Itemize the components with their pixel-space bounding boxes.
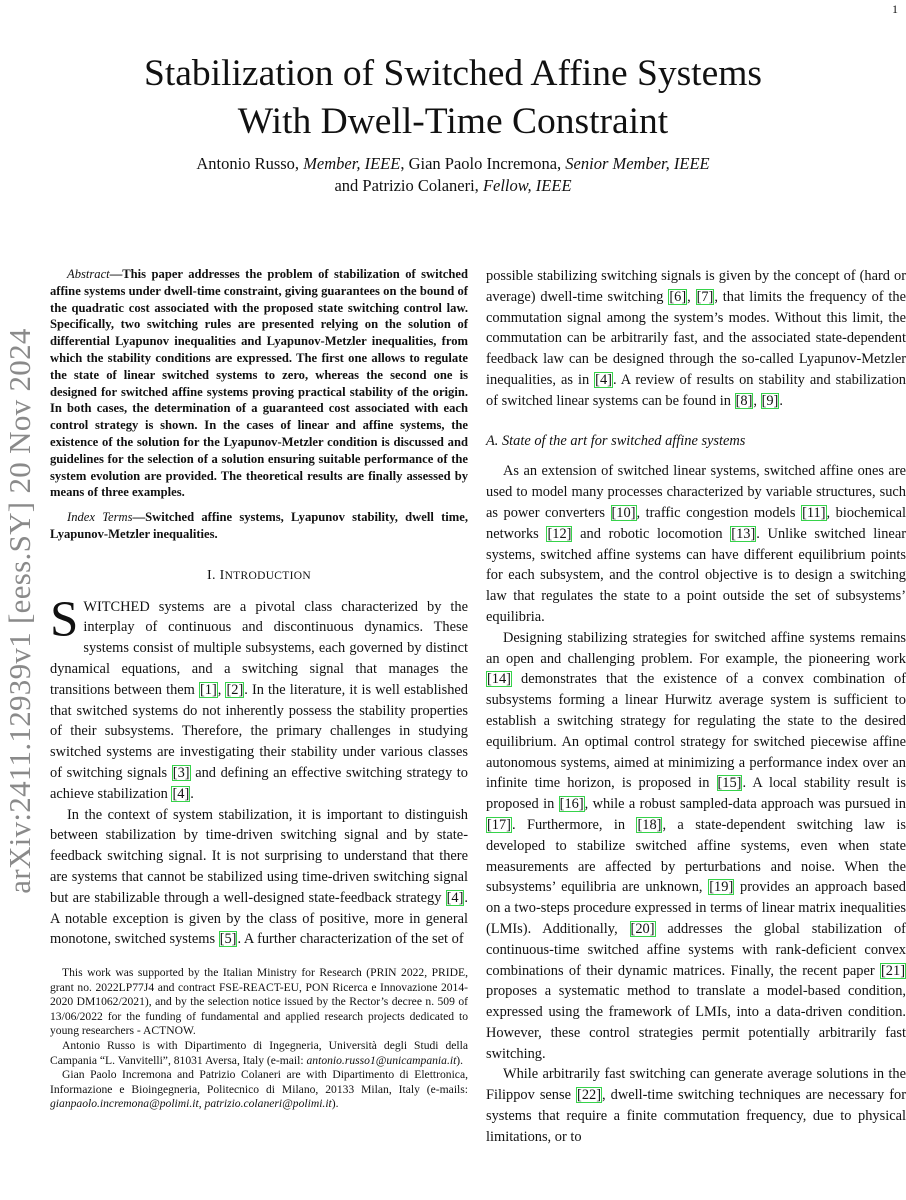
text-run: . A local stability result is proposed in [486,775,906,813]
footnotes [50,966,468,1112]
text-run: , dwell-time switching techniques are necessary for systems that require a finite commutation frequency, due to physical limitations, or to [486,1087,906,1145]
index-terms [50,509,468,543]
text-run: , [753,392,761,409]
footnote-funding: This work was supported by the Italian Ministry for Research (PRIN 2022, PRIDE, grant no. 2022LP77J4 and contract FSE-REACT-EU, PON Ricerca e Innovazione 2014-2020 DM1062/2021), and by the selection notice issued by the Rector’s decree n. 509 of 13/06/2022 for the funding of fundamental and applied research projects dedicated to young researchers - ACTNOW. [50,966,468,1038]
citation-link[interactable]: [5] [219,931,237,948]
author-list [0,153,906,197]
citation-link[interactable]: [2] [226,681,244,698]
text-run: . In the literature, it is well established that switched systems do not inherently possess the stability properties of their subsystems. Therefore, the primary challenges in studying switched systems are investigating their stability under various classes of switching signals [50,681,468,781]
citation-link[interactable]: [13] [731,525,756,542]
text-run: . A review of results on stability and stabilization of switched linear systems can be found in [486,371,906,409]
drop-cap: S [50,591,79,648]
right-paragraph-4 [486,1064,906,1147]
text-run: . A further characterization of the set of [237,931,464,948]
intro-paragraph-1 [50,591,469,805]
citation-link[interactable]: [9] [761,392,779,409]
text-run: Gian Paolo Incremona and Patrizio Colaneri are with Dipartimento di Elettronica, Informazione e Bioingegneria, Politecnico di Milano, 20133 Milan, Italy (e-mails: [50,1068,468,1096]
author-name-incremona: , Gian Paolo Incremona, [400,154,566,173]
citation-link[interactable]: [4] [595,371,612,388]
title-line-2: With Dwell-Time Constraint [237,101,669,142]
page-number: 1 [892,2,898,16]
text-run: , [217,681,226,698]
citation-link[interactable]: [20] [630,920,655,937]
index-terms-dash: — [132,510,146,525]
intro-paragraph-2 [50,805,468,951]
right-paragraph-2 [486,461,906,627]
abstract-label: Abstract [67,267,110,281]
citation-link[interactable]: [19] [709,879,734,896]
text-run: , a state-dependent switching law is developed to stabilize switched affine systems, even when state measurements are affected by perturbations and noise. When the subsystems’ equilibria are unknown, [486,816,906,896]
email-link[interactable]: gianpaolo.incremona@polimi.it [50,1097,199,1111]
author-line-1 [0,153,906,175]
author-name-russo: Antonio Russo, [196,154,304,173]
text-run: ). [456,1053,464,1067]
footnote-affiliation-polimi [50,1068,468,1112]
citation-link[interactable]: [8] [735,392,753,409]
citation-link[interactable]: [21] [881,962,905,979]
citation-link[interactable]: [12] [547,525,572,542]
paper-title [0,50,906,146]
title-line-1: Stabilization of Switched Affine Systems [144,53,762,94]
author-role-colaneri: Fellow, IEEE [482,176,572,195]
section-heading-introduction [50,566,468,587]
citation-link[interactable]: [6] [669,288,687,305]
text-run: and robotic locomotion [572,525,731,542]
author-name-colaneri: and Patrizio Colaneri, [334,176,483,195]
section-title-smallcaps: NTRODUCTION [224,569,311,582]
arxiv-identifier-stamp[interactable]: arXiv:2411.12939v1 [eess.SY] 20 Nov 2024 [2,328,37,894]
text-run: possible stabilizing switching signals is given by the concept of (hard or average) dwell-time switching [486,268,906,305]
citation-link[interactable]: [17] [487,816,511,833]
section-numeral: I. I [207,567,225,583]
right-paragraph-3 [486,628,906,1065]
text-run: systems are a pivotal class characterized by the interplay of continuous and discontinuous dynamics. These systems consist of multiple subsystems, each governed by distinct dynamical equations, and a switching signal that manages the transitions between them [50,598,468,698]
citation-link[interactable]: [22] [577,1087,602,1104]
text-run: While arbitrarily fast switching can generate average solutions in the Filippov sense [486,1066,906,1104]
author-line-2 [0,175,906,197]
citation-link[interactable]: [4] [172,785,190,802]
citation-link[interactable]: [4] [446,889,464,906]
abstract [50,266,468,501]
text-run: , traffic congestion models [636,504,802,521]
citation-link[interactable]: [16] [559,796,584,813]
text-run: . A notable exception is given by the class of positive, more in general monotone, switched systems [50,889,468,948]
citation-link[interactable]: [11] [802,504,826,521]
email-link[interactable]: patrizio.colaneri@polimi.it [204,1097,332,1111]
text-run: proposes a systematic method to translate a model-based condition, expressed using the framework of LMIs, into a data-driven condition. However, these control strategies permit potentially arbitrarily fast switching. [486,983,906,1062]
citation-link[interactable]: [10] [611,504,636,521]
right-column [486,266,906,1148]
abstract-dash: — [109,267,123,281]
text-run: and defining an effective switching strategy to achieve stabilization [50,764,469,802]
text-run: , biochemical networks [486,504,906,542]
left-column [50,266,468,1112]
text-run: . [779,392,783,409]
right-paragraph-1 [486,266,906,412]
index-terms-label: Index Terms [67,510,133,525]
citation-link[interactable]: [1] [199,681,217,698]
author-role-incremona: Senior Member, IEEE [565,154,710,173]
text-run: Designing stabilizing strategies for switched affine systems remains an open and challenging problem. For example, the pioneering work [486,629,906,667]
text-run: demonstrates that the existence of a convex combination of subsystems forming a linear Hurwitz average system is sufficient to establish a switching strategy for regulating the state to the desired equilibrium. An optimal control strategy for switched piecewise affine autonomous systems, aimed at minimizing a performance index over an infinite time horizon, is proposed in [486,671,906,792]
text-run: As an extension of switched linear systems, switched affine ones are used to model many processes characterized by variable structures, such as power converters [486,463,906,521]
citation-link[interactable]: [3] [172,764,190,781]
text-run: , [198,1097,205,1111]
text-run: Antonio Russo is with Dipartimento di Ingegneria, Università degli Studi della Campania “L. Vanvitelli”, 81031 Aversa, Italy (e-mail: [50,1039,468,1067]
text-run: , while a robust sampled-data approach was pursued in [584,796,906,813]
citation-link[interactable]: [7] [696,288,714,305]
abstract-text: This paper addresses the problem of stabilization of switched affine systems under dwell-time constraint, giving guarantees on the bound of the quadratic cost associated with the proposed state switching control law. Specifically, two switching rules are presented relying on the solution of differential Lyapunov inequalities and Lyapunov-Metzler inequalities, from which the stability conditions are expressed. The first one allows to regulate the state of linear switched systems to zero, whereas the second one is designed for switched affine systems proving practical stability of the origin. In both cases, the determination of a guaranteed cost associated with each control strategy is shown. In the cases of linear and affine systems, the existence of the solution for the Lyapunov-Metzler condition is discussed and guidelines for the selection of a solution ensuring suitable performance of the system evolution are provided. The theoretical results are finally assessed by means of three examples. [50,267,468,500]
text-run: addresses the global stabilization of continuous-time switched affine systems with rank-deficient convex combinations of their dynamic matrices. Finally, the recent paper [486,920,906,979]
footnote-affiliation-russo [50,1039,468,1068]
index-terms-text: Switched affine systems, Lyapunov stability, dwell time, Lyapunov-Metzler inequalities. [50,510,468,541]
text-run: In the context of system stabilization, it is important to distinguish between stabilization by time-driven switching signal and by state-feedback switching signal. It is not surprising to understand that there are systems that cannot be stabilized using time-driven switching signal but are stabilizable through a well-designed state-feedback strategy [50,806,468,906]
citation-link[interactable]: [15] [717,775,742,792]
text-run: , that limits the frequency of the commutation signal among the system’s modes. Without this limit, the commutation can be arbitrarily fast, and the associated state-dependent feedback law can be designed through the so-called Lyapunov-Metzler inequalities, as in [486,288,906,388]
text-run: provides an approach based on a two-steps procedure expressed in terms of linear matrix inequalities (LMIs). Additionally, [486,879,906,937]
text-run: . Furthermore, in [511,816,637,833]
first-word: WITCHED [83,598,150,615]
citation-link[interactable]: [18] [637,816,662,833]
author-role-russo: Member, IEEE [303,154,401,173]
text-run: . Unlike switched linear systems, switched affine systems can have different equilibrium points for each subsystem, and the control objective is to design a switching law that regulates the state to a point outside the set of subsystems’ equilibria. [486,525,906,625]
text-run: . [190,785,194,802]
subsection-heading-state-of-the-art: A. State of the art for switched affine systems [486,432,746,449]
email-link[interactable]: antonio.russo1@unicampania.it [306,1053,457,1067]
text-run: , [687,288,696,305]
text-run: ). [331,1097,339,1111]
citation-link[interactable]: [14] [487,671,511,688]
